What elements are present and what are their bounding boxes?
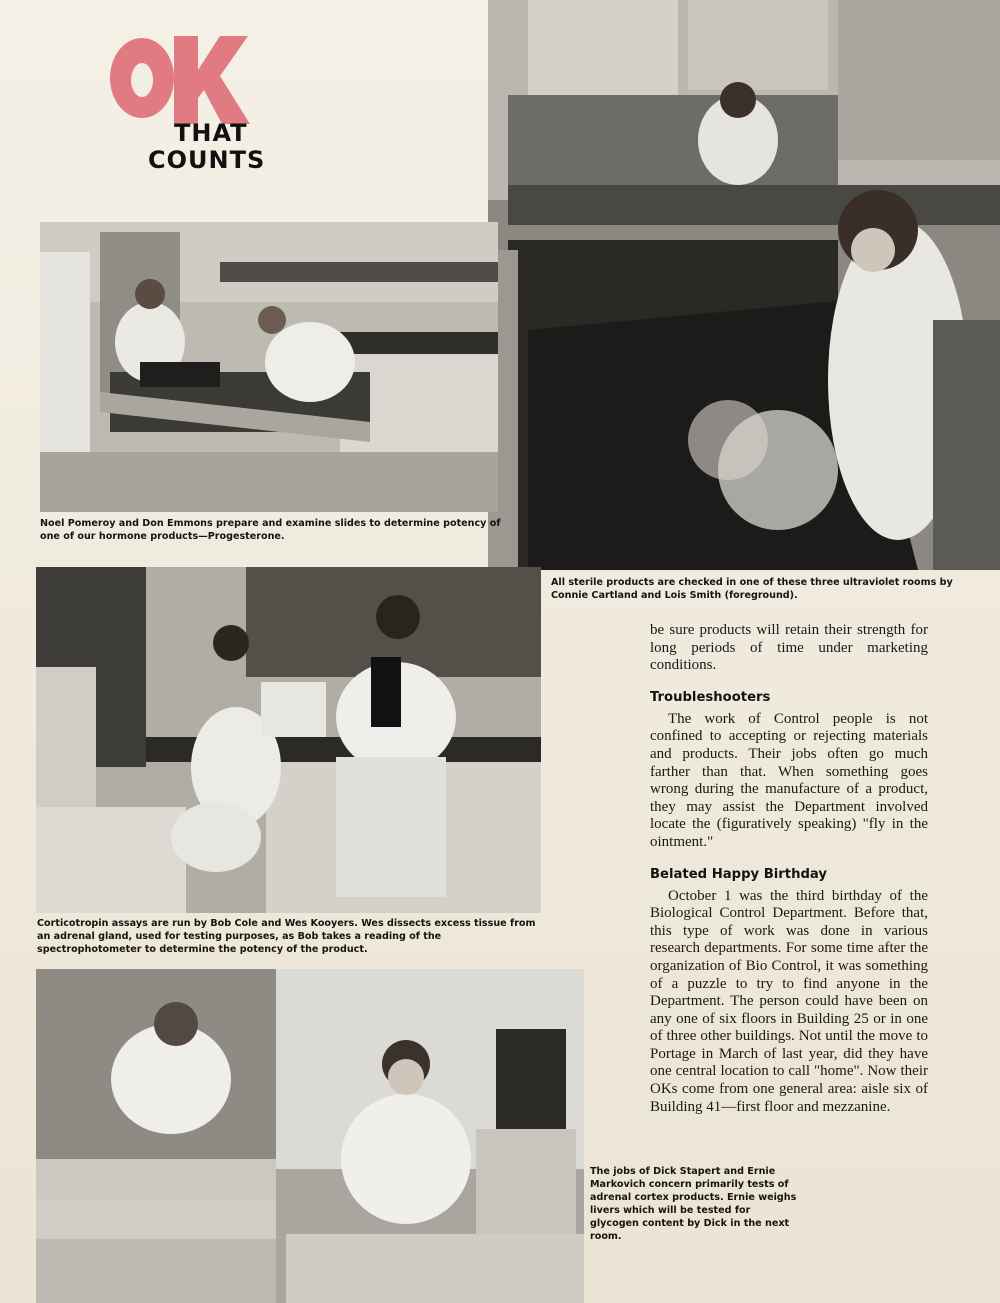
heading-belated-happy-birthday: Belated Happy Birthday bbox=[650, 866, 827, 882]
caption-pomeroy-emmons: Noel Pomeroy and Don Emmons prepare and examine slides to determine potency of one of our hormone products—Progesterone. bbox=[40, 518, 501, 542]
tagline-that: THAT bbox=[174, 119, 248, 147]
photo-cole-kooyers bbox=[36, 567, 541, 913]
article-intro-paragraph: be sure products will retain their strength for long periods of time under marketing conditions. bbox=[650, 622, 928, 674]
photo-stapert-markovich bbox=[36, 969, 584, 1303]
article-column bbox=[650, 622, 928, 1116]
photo-pomeroy-emmons bbox=[40, 222, 498, 512]
ok-logo-text bbox=[100, 28, 101, 29]
paragraph-troubleshooters: The work of Control people is not confined to accepting or rejecting materials and products. Their jobs often go much farther than that. When something goes wrong during the manufacture of a product, they may assist the Department involved locate the (figuratively speaking) "fly in the ointment." bbox=[650, 710, 928, 850]
photo-ultraviolet-room bbox=[488, 0, 1000, 570]
logo-tagline bbox=[148, 120, 265, 174]
caption-cole-kooyers: Corticotropin assays are run by Bob Cole and Wes Kooyers. Wes dissects excess tissue from an adrenal gland, used for testing purposes, as Bob takes a reading of the spectrophotometer to determine the potency of the product. bbox=[37, 918, 536, 955]
caption-stapert-markovich: The jobs of Dick Stapert and Ernie Markovich concern primarily tests of adrenal cortex products. Ernie weighs livers which will be tested for glycogen content by Dick in the next room. bbox=[590, 1166, 797, 1242]
heading-troubleshooters: Troubleshooters bbox=[650, 689, 771, 705]
tagline-counts: COUNTS bbox=[148, 146, 266, 174]
paragraph-belated-happy-birthday: October 1 was the third birthday of the Biological Control Department. Before that, this type of work was done in various research departments. For some time after the organization of Bio Control, it was something of a puzzle to try to find anyone in the Department. The person could have been on any one of six floors in Building 25 or in one of three other buildings. Not until the move to Portage in March of last year, did they have one central location to call "home". Now their OKs come from one general area: aisle six of Building 41—first floor and mezzanine. bbox=[650, 887, 928, 1115]
ok-that-counts-logo bbox=[100, 28, 300, 188]
ok-logo-mark bbox=[100, 28, 260, 128]
caption-ultraviolet-room: All sterile products are checked in one of these three ultraviolet rooms by Connie Cartland and Lois Smith (foreground). bbox=[551, 577, 953, 601]
